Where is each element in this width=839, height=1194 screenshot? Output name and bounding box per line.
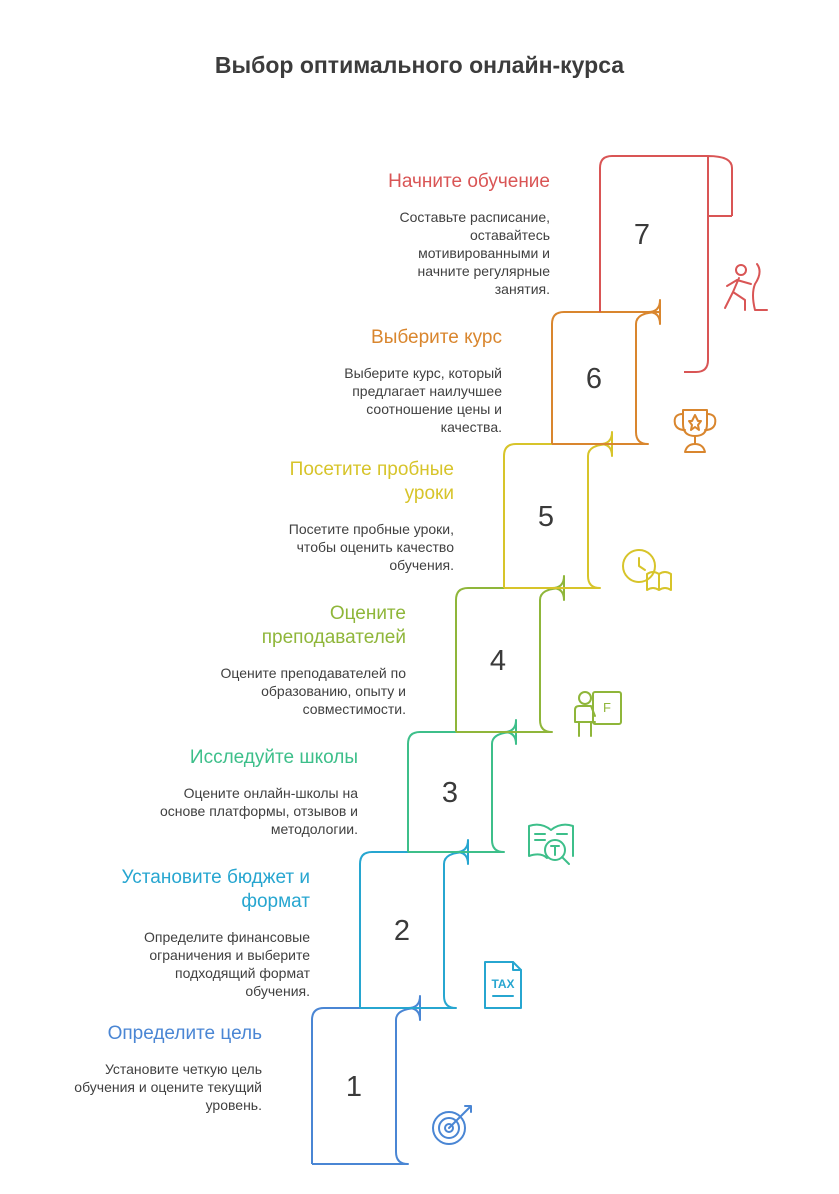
step-number: 5 <box>537 501 555 533</box>
step-title: Установите бюджет и формат <box>121 867 310 912</box>
step-1 <box>312 996 471 1164</box>
tax-document-icon <box>485 962 521 1008</box>
step-outline <box>456 576 564 732</box>
step-number: 7 <box>633 219 651 251</box>
step-outline <box>600 156 732 372</box>
step-description: Оцените онлайн-школы на основе платформы, отзывов и методологии. <box>159 785 358 837</box>
target-icon <box>433 1106 471 1144</box>
svg-text:TAX: TAX <box>491 977 515 991</box>
step-description: Оцените преподавателей по образованию, опыту и совместимости. <box>220 665 406 717</box>
trophy-icon <box>675 410 716 452</box>
step-description: Посетите пробные уроки, чтобы оценить качество обучения. <box>288 521 454 573</box>
step-2 <box>360 840 521 1008</box>
book-search-icon <box>529 825 573 864</box>
step-4 <box>456 576 621 736</box>
step-outline <box>360 840 468 1008</box>
step-7 <box>600 156 767 372</box>
step-outline <box>552 300 660 444</box>
step-5 <box>504 432 671 590</box>
step-3 <box>408 720 573 864</box>
step-number: 1 <box>345 1071 363 1103</box>
step-title: Выберите курс <box>371 327 502 348</box>
step-title: Исследуйте школы <box>189 747 358 768</box>
step-description: Выберите курс, который предлагает наилучшее соотношение цены и качества. <box>344 365 502 435</box>
step-6 <box>552 300 715 452</box>
step-number: 2 <box>393 915 411 947</box>
diagram-title: Выбор оптимального онлайн-курса <box>214 52 625 78</box>
svg-text:F: F <box>603 700 611 715</box>
step-title: Начните обучение <box>388 171 550 192</box>
step-description: Определите финансовые ограничения и выберите подходящий формат обучения. <box>144 929 310 999</box>
step-title: Оцените преподавателей <box>261 603 406 648</box>
clock-book-icon <box>623 550 671 590</box>
step-title: Посетите пробные уроки <box>289 459 454 504</box>
step-description: Установите четкую цель обучения и оцените текущий уровень. <box>74 1061 262 1113</box>
step-description: Составьте расписание, оставайтесь мотивированными и начните регулярные занятия. <box>399 209 550 297</box>
step-title: Определите цель <box>107 1023 262 1044</box>
teacher-board-icon <box>575 692 621 736</box>
step-outline <box>408 720 516 852</box>
step-number: 6 <box>585 363 603 395</box>
step-number: 3 <box>441 777 459 809</box>
climbing-person-icon <box>725 264 767 310</box>
step-number: 4 <box>489 645 507 677</box>
step-outline <box>312 996 420 1164</box>
step-outline <box>504 432 612 588</box>
